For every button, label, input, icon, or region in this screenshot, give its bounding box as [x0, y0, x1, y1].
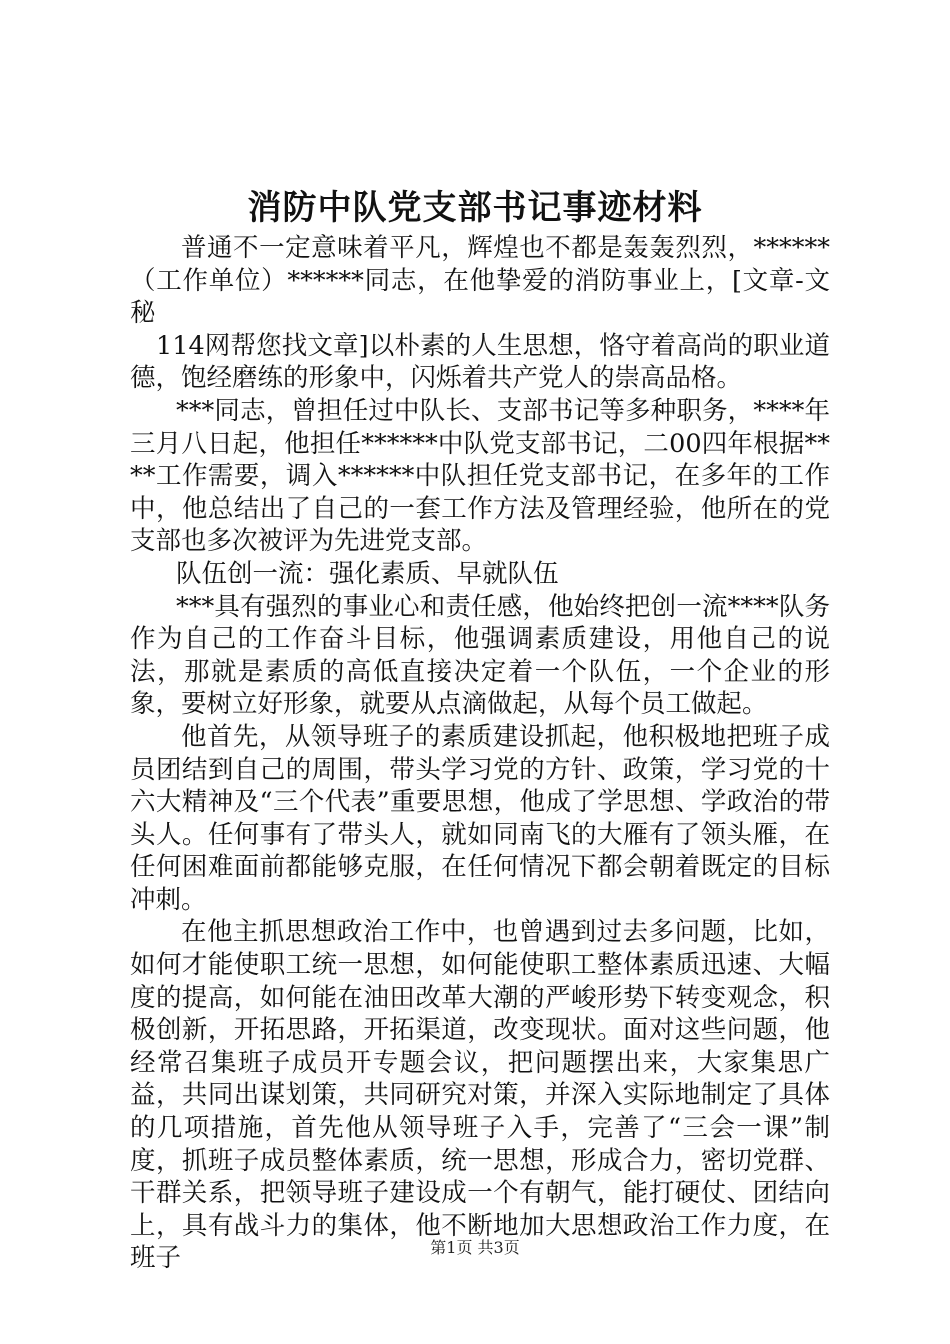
- document-title: 消防中队党支部书记事迹材料: [247, 188, 703, 228]
- paragraph-career: ***同志，曾担任过中队长、支部书记等多种职务，****年三月八日起，他担任******中队党支部书记，二00四年根据****工作需要，调入******中队担任党支部书记，在多年的工作中，他总结出了自己的一套工作方法及管理经验，他所在的党支部也多次被评为先进党支部。: [130, 395, 830, 557]
- paragraph-intro-continued: 114网帮您找文章]以朴素的人生思想，恪守着高尚的职业道德，饱经磨练的形象中，闪烁着共产党人的崇高品格。: [130, 330, 830, 394]
- section-heading: 队伍创一流：强化素质、早就队伍: [176, 558, 559, 589]
- paragraph-leadership: 他首先，从领导班子的素质建设抓起，他积极地把班子成员团结到自己的周围，带头学习党的方针、政策，学习党的十六大精神及“三个代表”重要思想，他成了学思想、学政治的带头人。任何事有了带头人，就如同南飞的大雁有了领头雁，在任何困难面前都能够克服，在任何情况下都会朝着既定的目标冲刺。: [130, 721, 830, 915]
- paragraph-intro: 普通不一定意味着平凡，辉煌也不都是轰轰烈烈，******（工作单位）******同志，在他挚爱的消防事业上，[文章-文秘: [130, 233, 830, 329]
- document-body: [130, 232, 830, 1275]
- paragraph-political-work: 在他主抓思想政治工作中，也曾遇到过去多问题，比如，如何才能使职工统一思想，如何能使职工整体素质迅速、大幅度的提高，如何能在油田改革大潮的严峻形势下转变观念，积极创新，开拓思路，开拓渠道，改变现状。面对这些问题，他经常召集班子成员开专题会议，把问题摆出来，大家集思广益，共同出谋划策，共同研究对策，并深入实际地制定了具体的几项措施，首先他从领导班子入手，完善了“三会一课”制度，抓班子成员整体素质，统一思想，形成合力，密切党群、干群关系，把领导班子建设成一个有朝气，能打硬仗、团结向上，具有战斗力的集体，他不断地加大思想政治工作力度，在班子: [130, 917, 830, 1274]
- paragraph-quality: ***具有强烈的事业心和责任感，他始终把创一流****队务作为自己的工作奋斗目标，他强调素质建设，用他自己的说法，那就是素质的高低直接决定着一个队伍，一个企业的形象，要树立好形象，就要从点滴做起，从每个员工做起。: [130, 591, 830, 720]
- page-footer: 第1页 共3页: [430, 1238, 520, 1257]
